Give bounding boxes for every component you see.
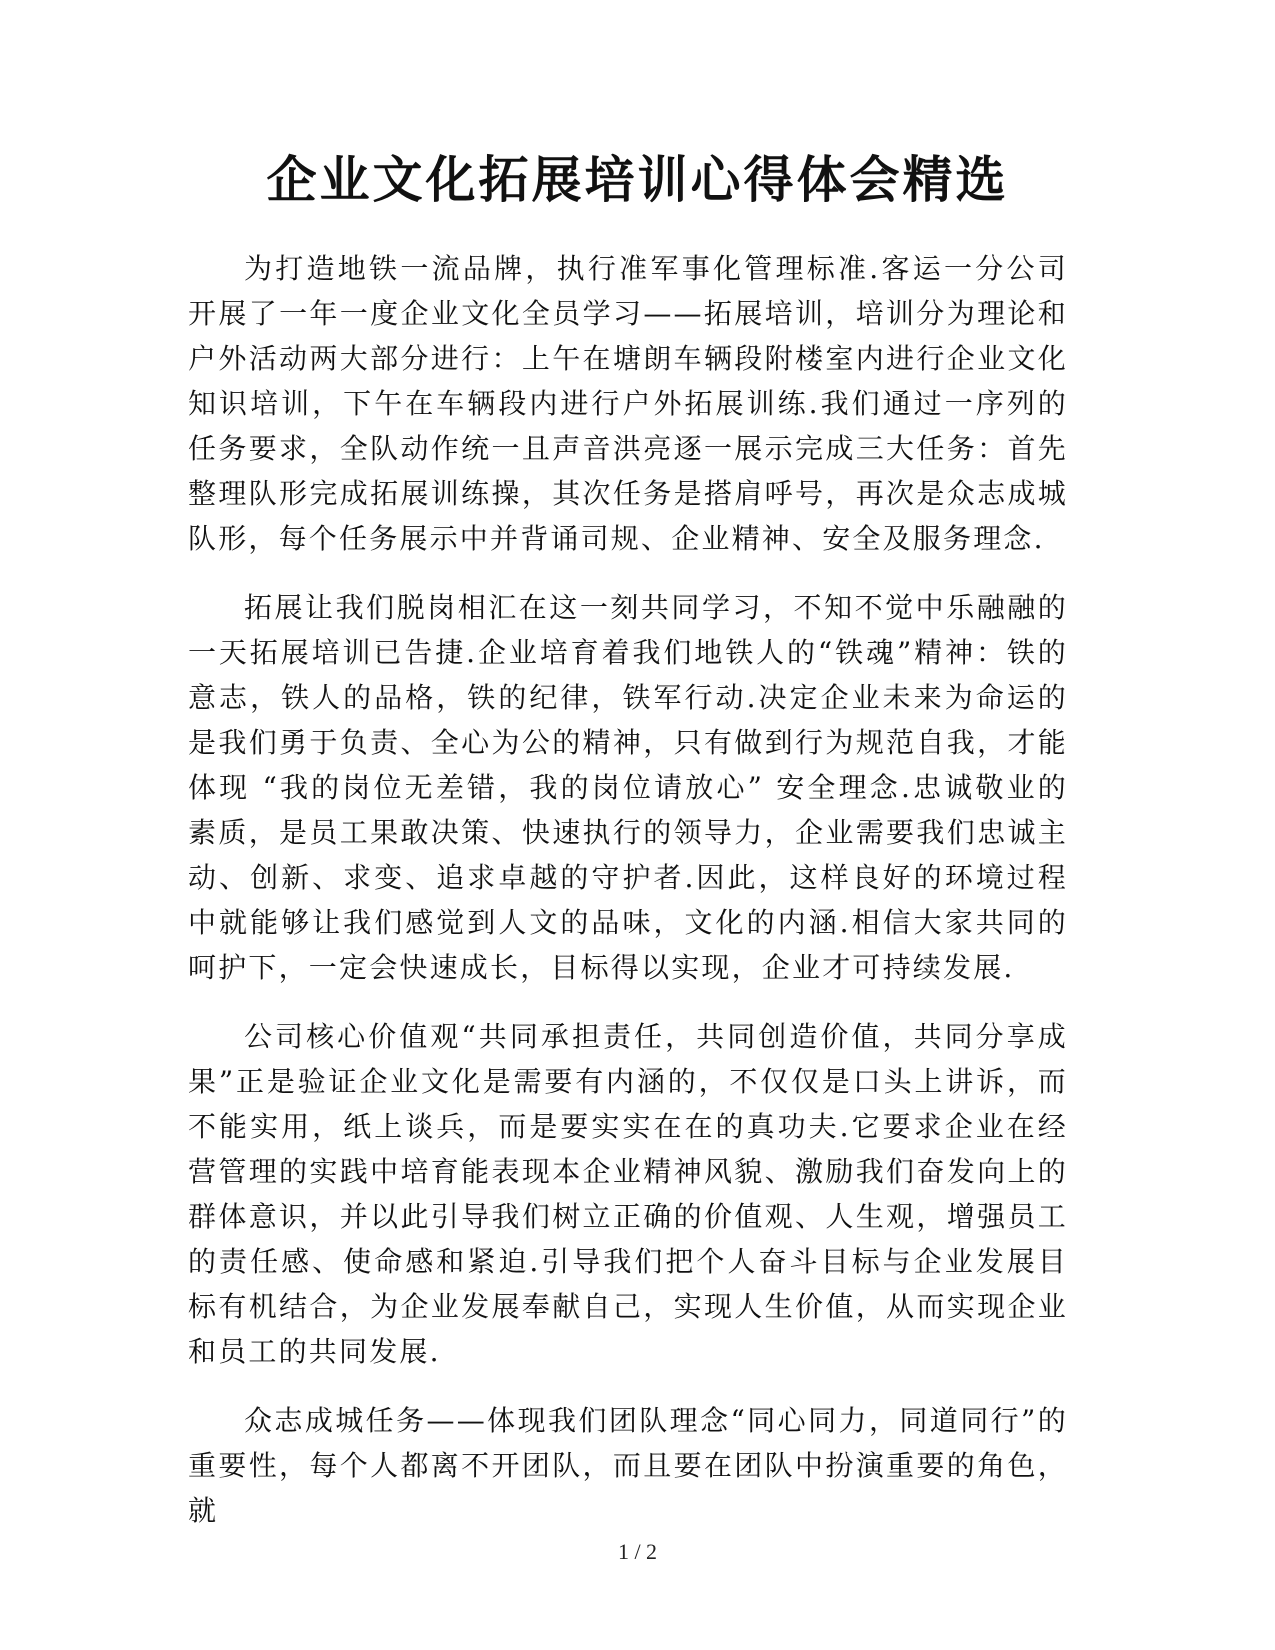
paragraph-2: 拓展让我们脱岗相汇在这一刻共同学习，不知不觉中乐融融的一天拓展培训已告捷.企业培育着我们地铁人的“铁魂”精神：铁的意志，铁人的品格，铁的纪律，铁军行动.决定企业未来为命运的是我们勇于负责、全心为公的精神，只有做到行为规范自我，才能体现 “我的岗位无差错，我的岗位请放心” 安全理念.忠诚敬业的素质，是员工果敢决策、快速执行的领导力，企业需要我们忠诚主动、创新、求变、追求卓越的守护者.因此，这样良好的环境过程中就能够让我们感觉到人文的品味，文化的内涵.相信大家共同的呵护下，一定会快速成长，目标得以实现，企业才可持续发展. [188,591,1068,984]
page-number: 1 / 2 [617,1539,658,1564]
document-title: 企业文化拓展培训心得体会精选 [266,150,1009,209]
paragraph-1: 为打造地铁一流品牌，执行准军事化管理标准.客运一分公司开展了一年一度企业文化全员学习——拓展培训，培训分为理论和户外活动两大部分进行：上午在塘朗车辆段附楼室内进行企业文化知识培训，下午在车辆段内进行户外拓展训练.我们通过一序列的任务要求，全队动作统一且声音洪亮逐一展示完成三大任务：首先整理队形完成拓展训练操，其次任务是搭肩呼号，再次是众志成城队形，每个任务展示中并背诵司规、企业精神、安全及服务理念. [188,252,1068,555]
document-body [188,246,1068,1557]
paragraph-4: 众志成城任务——体现我们团队理念“同心同力，同道同行”的重要性，每个人都离不开团队，而且要在团队中扮演重要的角色，就 [188,1404,1068,1527]
paragraph-3: 公司核心价值观“共同承担责任，共同创造价值，共同分享成果”正是验证企业文化是需要有内涵的，不仅仅是口头上讲诉，而不能实用，纸上谈兵，而是要实实在在的真功夫.它要求企业在经营管理的实践中培育能表现本企业精神风貌、激励我们奋发向上的群体意识，并以此引导我们树立正确的价值观、人生观，增强员工的责任感、使命感和紧迫.引导我们把个人奋斗目标与企业发展目标有机结合，为企业发展奉献自己，实现人生价值，从而实现企业和员工的共同发展. [188,1020,1068,1368]
